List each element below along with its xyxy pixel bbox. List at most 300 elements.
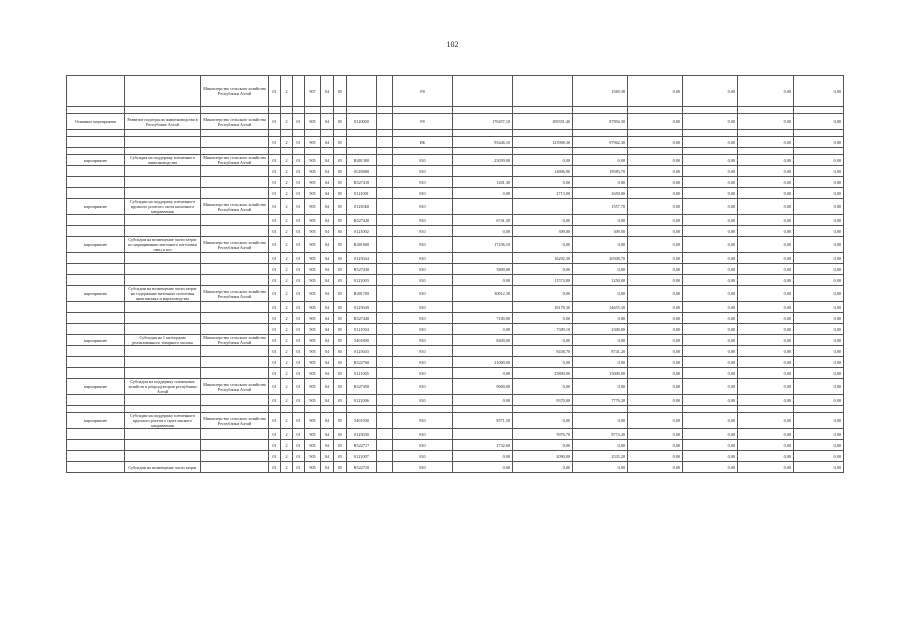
description-cell: Субсидии на поддержку племенного крупного рогатого скота молочного направления	[125, 199, 201, 215]
amount-cell: 0,00	[794, 177, 844, 188]
amount-cell: 0,00	[628, 188, 683, 199]
description-cell: Субсидии на возмещение части затрат по наращиванию маточного поголовья овец и коз	[125, 237, 201, 253]
code-cell: 01	[293, 137, 305, 148]
empty-cell	[393, 107, 453, 114]
code-cell: 0121006	[347, 395, 377, 406]
table-row	[67, 166, 844, 177]
funding-code-cell: 810	[393, 155, 453, 166]
amount-cell: 6741,30	[453, 215, 513, 226]
amount-cell: 0,00	[683, 379, 738, 395]
code-cell: 05	[334, 313, 347, 324]
amount-cell: 0,00	[513, 462, 573, 473]
status-cell	[67, 346, 125, 357]
code-cell: 2	[281, 313, 293, 324]
amount-cell: 0,00	[683, 226, 738, 237]
amount-cell: 30012,30	[453, 286, 513, 302]
table-row	[67, 177, 844, 188]
amount-cell: 0,00	[794, 166, 844, 177]
empty-cell	[377, 379, 393, 395]
empty-cell	[377, 166, 393, 177]
table-row	[67, 406, 844, 413]
table-row	[67, 226, 844, 237]
amount-cell: 0,00	[573, 313, 628, 324]
amount-cell: 0,00	[683, 462, 738, 473]
code-cell: 2	[281, 451, 293, 462]
table-row	[67, 137, 844, 148]
executor-cell: Министерство сельского хозяйства Республики Алтай	[201, 114, 269, 130]
amount-cell: 1569,38	[573, 76, 628, 107]
executor-cell	[201, 215, 269, 226]
code-cell: 905	[305, 114, 321, 130]
code-cell: 905	[305, 313, 321, 324]
code-cell: 04	[321, 379, 334, 395]
code-cell: 04	[321, 188, 334, 199]
code-cell: 2	[281, 429, 293, 440]
amount-cell: 2535,20	[573, 451, 628, 462]
table-row	[67, 368, 844, 379]
amount-cell: 0,00	[453, 188, 513, 199]
code-cell: 01	[269, 137, 281, 148]
amount-cell	[453, 346, 513, 357]
empty-cell	[453, 107, 513, 114]
code-cell: 2	[281, 114, 293, 130]
funding-code-cell: 810	[393, 462, 453, 473]
amount-cell: 0,00	[794, 253, 844, 264]
empty-cell	[377, 237, 393, 253]
table-row	[67, 324, 844, 335]
amount-cell: 0,00	[513, 264, 573, 275]
table-row	[67, 264, 844, 275]
code-cell: 01	[293, 199, 305, 215]
code-cell: 01	[293, 413, 305, 429]
code-cell: 01	[269, 379, 281, 395]
code-cell: 0121001	[347, 188, 377, 199]
code-cell: 01	[293, 440, 305, 451]
empty-cell	[738, 130, 794, 137]
amount-cell: 0,00	[794, 286, 844, 302]
amount-cell: 0,00	[683, 451, 738, 462]
amount-cell: 19583,70	[573, 166, 628, 177]
code-cell: 01	[269, 155, 281, 166]
amount-cell: 0,00	[738, 199, 794, 215]
code-cell: 2	[281, 324, 293, 335]
executor-cell: Министерство сельского хозяйства Республики Алтай	[201, 286, 269, 302]
amount-cell: 0,00	[453, 226, 513, 237]
code-cell: 04	[321, 413, 334, 429]
empty-cell	[738, 406, 794, 413]
empty-cell	[573, 148, 628, 155]
empty-cell	[293, 406, 305, 413]
code-cell: 05	[334, 114, 347, 130]
description-cell	[125, 76, 201, 107]
amount-cell: 2713,00	[513, 188, 573, 199]
description-cell: Субсидии на возмещение части затрат	[125, 462, 201, 473]
empty-cell	[513, 130, 573, 137]
code-cell: 05	[334, 286, 347, 302]
amount-cell: 0,00	[738, 313, 794, 324]
amount-cell: 0,00	[573, 177, 628, 188]
code-cell: 05	[334, 368, 347, 379]
description-cell	[125, 324, 201, 335]
empty-cell	[281, 107, 293, 114]
description-cell: Субсидии на возмещение части затрат на содержание маточных поголовья яков мясных и мараловодства	[125, 286, 201, 302]
empty-cell	[683, 107, 738, 114]
status-cell	[67, 451, 125, 462]
amount-cell: 0,00	[628, 215, 683, 226]
amount-cell: 0,00	[794, 440, 844, 451]
code-cell: 04	[321, 440, 334, 451]
executor-cell	[201, 302, 269, 313]
status-cell	[67, 324, 125, 335]
empty-cell	[377, 324, 393, 335]
amount-cell: 0,00	[628, 253, 683, 264]
empty-cell	[628, 107, 683, 114]
amount-cell: 0,00	[573, 286, 628, 302]
amount-cell: 0,00	[794, 215, 844, 226]
amount-cell: 0,00	[513, 237, 573, 253]
amount-cell: 0,00	[738, 177, 794, 188]
code-cell: 905	[305, 226, 321, 237]
code-cell: 05	[334, 237, 347, 253]
amount-cell: 95446,10	[453, 137, 513, 148]
amount-cell	[453, 199, 513, 215]
empty-cell	[738, 148, 794, 155]
amount-cell: 18178,30	[513, 302, 573, 313]
code-cell: 04	[321, 137, 334, 148]
table-row	[67, 199, 844, 215]
amount-cell: 109351,40	[513, 114, 573, 130]
code-cell: 2	[281, 155, 293, 166]
code-cell: 01	[269, 302, 281, 313]
empty-cell	[377, 155, 393, 166]
code-cell: R527430	[347, 264, 377, 275]
empty-cell	[513, 406, 573, 413]
table-row	[67, 253, 844, 264]
code-cell: 04	[321, 357, 334, 368]
executor-cell	[201, 451, 269, 462]
amount-cell: 0,00	[513, 313, 573, 324]
amount-cell: 0,00	[628, 451, 683, 462]
amount-cell: 0,00	[513, 335, 573, 346]
amount-cell: 0,00	[683, 215, 738, 226]
code-cell: 905	[305, 451, 321, 462]
empty-cell	[628, 406, 683, 413]
amount-cell: 0,00	[683, 188, 738, 199]
code-cell: 04	[321, 155, 334, 166]
amount-cell: 0,00	[628, 76, 683, 107]
code-cell: 905	[305, 237, 321, 253]
code-cell: 05	[334, 264, 347, 275]
code-cell	[347, 137, 377, 148]
amount-cell: 0,00	[573, 357, 628, 368]
empty-cell	[377, 199, 393, 215]
amount-cell: 0,00	[573, 462, 628, 473]
empty-cell	[377, 148, 393, 155]
code-cell: 01	[269, 413, 281, 429]
code-cell: 01	[293, 395, 305, 406]
code-cell: R527440	[347, 313, 377, 324]
amount-cell: 0,00	[683, 237, 738, 253]
code-cell: 905	[305, 199, 321, 215]
amount-cell: 9370,00	[513, 395, 573, 406]
amount-cell: 8741,20	[573, 346, 628, 357]
amount-cell: 0,00	[683, 357, 738, 368]
amount-cell: 170457,10	[453, 114, 513, 130]
table-row	[67, 130, 844, 137]
code-cell: 05	[334, 440, 347, 451]
amount-cell: 0,00	[683, 286, 738, 302]
amount-cell: 0,00	[683, 302, 738, 313]
empty-cell	[67, 148, 125, 155]
code-cell: 01	[293, 335, 305, 346]
table-row	[67, 313, 844, 324]
description-cell	[125, 188, 201, 199]
amount-cell	[453, 166, 513, 177]
funding-code-cell: 810	[393, 215, 453, 226]
amount-cell: 0,00	[628, 324, 683, 335]
funding-code-cell: F8	[393, 114, 453, 130]
amount-cell: 0,00	[794, 155, 844, 166]
code-cell: 05	[334, 177, 347, 188]
code-cell: 2	[281, 379, 293, 395]
code-cell: 05	[334, 335, 347, 346]
empty-cell	[269, 148, 281, 155]
code-cell: 01	[269, 275, 281, 286]
table-row	[67, 114, 844, 130]
empty-cell	[377, 357, 393, 368]
empty-cell	[377, 413, 393, 429]
empty-cell	[377, 114, 393, 130]
funding-code-cell: 810	[393, 313, 453, 324]
empty-cell	[794, 107, 844, 114]
code-cell: 04	[321, 275, 334, 286]
empty-cell	[377, 462, 393, 473]
code-cell: 905	[305, 324, 321, 335]
code-cell: 5401800	[347, 335, 377, 346]
code-cell: 2	[281, 302, 293, 313]
description-cell	[125, 440, 201, 451]
empty-cell	[347, 148, 377, 155]
code-cell: 05	[334, 302, 347, 313]
amount-cell: 0,00	[573, 335, 628, 346]
amount-cell: 0,00	[794, 324, 844, 335]
amount-cell: 0,00	[513, 379, 573, 395]
amount-cell: 7309,10	[513, 324, 573, 335]
amount-cell: 0,00	[628, 379, 683, 395]
amount-cell: 1250,00	[573, 275, 628, 286]
amount-cell: 14806,90	[513, 166, 573, 177]
amount-cell: 0,00	[738, 451, 794, 462]
empty-cell	[377, 440, 393, 451]
amount-cell: 0,00	[794, 237, 844, 253]
amount-cell: 0,00	[628, 440, 683, 451]
code-cell: 905	[305, 215, 321, 226]
empty-cell	[67, 406, 125, 413]
code-cell: 01	[269, 357, 281, 368]
code-cell: 01	[293, 379, 305, 395]
amount-cell: 0,00	[794, 188, 844, 199]
description-cell	[125, 451, 201, 462]
code-cell: 2	[281, 462, 293, 473]
status-cell	[67, 188, 125, 199]
amount-cell: 7100,00	[453, 313, 513, 324]
amount-cell: 0,00	[738, 286, 794, 302]
amount-cell	[453, 253, 513, 264]
code-cell: 2	[281, 335, 293, 346]
amount-cell: 0,00	[573, 440, 628, 451]
amount-cell: 0,00	[683, 413, 738, 429]
empty-cell	[377, 302, 393, 313]
code-cell: 05	[334, 253, 347, 264]
executor-cell	[201, 137, 269, 148]
amount-cell: 0,00	[628, 313, 683, 324]
executor-cell	[201, 275, 269, 286]
empty-cell	[201, 148, 269, 155]
description-cell: Субсидии на поддержку племенного крупного рогатого скота мясного направления	[125, 413, 201, 429]
code-cell: 04	[321, 429, 334, 440]
funding-code-cell: F8	[393, 76, 453, 107]
code-cell: 01	[293, 114, 305, 130]
executor-cell	[201, 313, 269, 324]
funding-code-cell: 810	[393, 177, 453, 188]
amount-cell: 2650,00	[573, 188, 628, 199]
amount-cell: 87894,30	[573, 114, 628, 130]
empty-cell	[377, 406, 393, 413]
amount-cell: 0,00	[794, 76, 844, 107]
code-cell: 05	[334, 429, 347, 440]
amount-cell: 0,00	[794, 357, 844, 368]
code-cell: 905	[305, 357, 321, 368]
table-row	[67, 413, 844, 429]
empty-cell	[125, 130, 201, 137]
amount-cell: 0,00	[628, 368, 683, 379]
amount-cell: 0,00	[794, 199, 844, 215]
code-cell: 04	[321, 199, 334, 215]
executor-cell	[201, 253, 269, 264]
empty-cell	[513, 107, 573, 114]
empty-cell	[334, 148, 347, 155]
code-cell: 01	[269, 237, 281, 253]
code-cell: 2	[281, 346, 293, 357]
code-cell: 01	[293, 166, 305, 177]
code-cell: 905	[305, 379, 321, 395]
amount-cell: 0,00	[573, 237, 628, 253]
amount-cell: 0,00	[683, 264, 738, 275]
description-cell	[125, 226, 201, 237]
code-cell: 905	[305, 346, 321, 357]
funding-code-cell: 810	[393, 226, 453, 237]
description-cell	[125, 395, 201, 406]
code-cell	[293, 76, 305, 107]
funding-code-cell: 810	[393, 237, 453, 253]
empty-cell	[377, 177, 393, 188]
empty-cell	[201, 406, 269, 413]
executor-cell	[201, 440, 269, 451]
code-cell: 01	[269, 313, 281, 324]
table-row	[67, 335, 844, 346]
executor-cell	[201, 188, 269, 199]
table-row	[67, 462, 844, 473]
amount-cell: 0,00	[683, 395, 738, 406]
amount-cell: 0,00	[573, 379, 628, 395]
amount-cell: 0,00	[573, 215, 628, 226]
amount-cell: 0,00	[628, 429, 683, 440]
table-row	[67, 148, 844, 155]
description-cell	[125, 313, 201, 324]
empty-cell	[321, 130, 334, 137]
amount-cell: 0,00	[738, 335, 794, 346]
code-cell: 2	[281, 177, 293, 188]
empty-cell	[377, 286, 393, 302]
amount-cell: 0,00	[683, 275, 738, 286]
amount-cell: 8774,20	[573, 429, 628, 440]
amount-cell: 0,00	[573, 264, 628, 275]
code-cell: 2	[281, 215, 293, 226]
amount-cell: 0,00	[453, 462, 513, 473]
code-cell: 2	[281, 199, 293, 215]
amount-cell: 0,00	[628, 275, 683, 286]
code-cell: 05	[334, 199, 347, 215]
amount-cell: 0,00	[628, 335, 683, 346]
code-cell: 05	[334, 188, 347, 199]
code-cell: 04	[321, 166, 334, 177]
code-cell: 01	[293, 357, 305, 368]
code-cell: R522710	[347, 462, 377, 473]
code-cell: 01	[269, 114, 281, 130]
code-cell: 01	[269, 324, 281, 335]
amount-cell: 0,00	[738, 324, 794, 335]
empty-cell	[573, 107, 628, 114]
amount-cell: 0,00	[628, 302, 683, 313]
empty-cell	[683, 130, 738, 137]
empty-cell	[321, 406, 334, 413]
status-cell	[67, 302, 125, 313]
amount-cell: 0,00	[738, 346, 794, 357]
code-cell: 01	[269, 188, 281, 199]
funding-code-cell: 810	[393, 413, 453, 429]
code-cell: R522717	[347, 440, 377, 451]
code-cell: 905	[305, 462, 321, 473]
empty-cell	[67, 107, 125, 114]
code-cell: 01	[293, 237, 305, 253]
status-cell: мероприятие	[67, 413, 125, 429]
status-cell: мероприятие	[67, 237, 125, 253]
amount-cell: 0,00	[738, 137, 794, 148]
empty-cell	[738, 107, 794, 114]
amount-cell: 25800,00	[513, 368, 573, 379]
executor-cell: Министерство сельского хозяйства Республики Алтай	[201, 413, 269, 429]
code-cell: R401600	[347, 237, 377, 253]
status-cell: мероприятие	[67, 286, 125, 302]
table-body	[67, 76, 844, 473]
executor-cell: Министерство сельского хозяйства Республики Алтай	[201, 237, 269, 253]
code-cell: 905	[305, 137, 321, 148]
code-cell: 04	[321, 462, 334, 473]
code-cell: 905	[305, 395, 321, 406]
empty-cell	[334, 406, 347, 413]
code-cell: 04	[321, 324, 334, 335]
empty-cell	[305, 148, 321, 155]
code-cell: 04	[321, 226, 334, 237]
amount-cell: 0,00	[628, 114, 683, 130]
amount-cell: 0,00	[738, 395, 794, 406]
amount-cell	[453, 302, 513, 313]
amount-cell: 0,00	[794, 395, 844, 406]
amount-cell: 0,00	[628, 155, 683, 166]
amount-cell: 0,00	[738, 114, 794, 130]
table-row	[67, 357, 844, 368]
code-cell: 01	[269, 253, 281, 264]
